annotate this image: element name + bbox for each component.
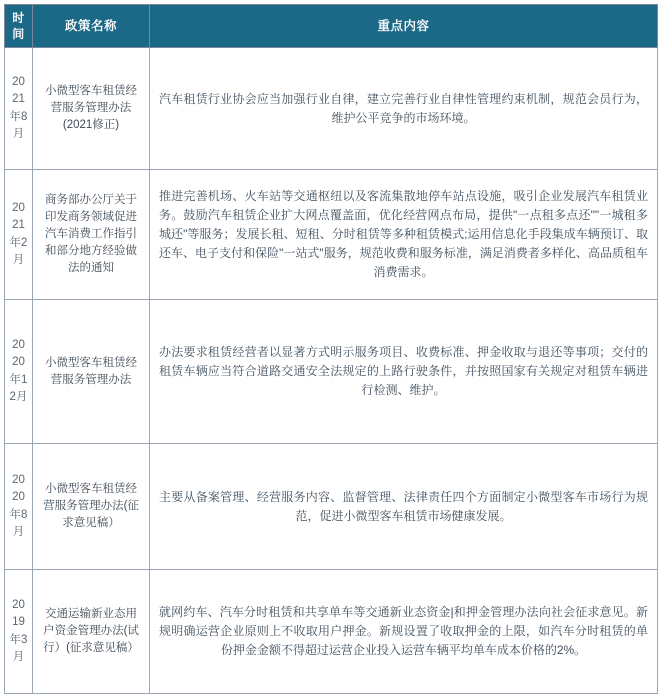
column-header-time: 时间 [5, 5, 33, 48]
cell-policy-name: 小微型客车租赁经营服务管理办法(2021修正) [33, 48, 150, 170]
cell-policy-name: 小微型客车租赁经营服务管理办法 [33, 300, 150, 444]
column-header-key-content: 重点内容 [150, 5, 658, 48]
policy-table [4, 4, 658, 694]
table-header [5, 5, 658, 48]
table-body [5, 48, 658, 694]
table-row [5, 48, 658, 170]
cell-key-content: 办法要求租赁经营者以显著方式明示服务项目、收费标准、押金收取与退还等事项；交付的租赁车辆应当符合道路交通安全法规定的上路行驶条件，并按照国家有关规定对租赁车辆进行检测、维护。 [150, 300, 658, 444]
table-row [5, 444, 658, 570]
table-header-row [5, 5, 658, 48]
table-row [5, 300, 658, 444]
cell-key-content: 就网约车、汽车分时租赁和共享单车等交通新业态资金|和押金管理办法向社会征求意见。新规明确运营企业原则上不收取用户押金。新规设置了收取押金的上限，如汽车分时租赁的单份押金金额不得超过运营企业投入运营车辆平均单车成本价格的2%。 [150, 570, 658, 694]
cell-time: 2019年3月 [5, 570, 33, 694]
cell-policy-name: 交通运输新业态用户资金管理办法(试行）(征求意见稿） [33, 570, 150, 694]
cell-key-content: 推进完善机场、火车站等交通枢纽以及客流集散地停车站点设施，吸引企业发展汽车租赁业务。鼓励汽车租赁企业扩大网点覆盖面，优化经营网点布局，提供"一点租多点还""一城租多城还"等服务；发展长租、短租、分时租赁等多种租赁模式;运用信息化手段集成车辆预订、取还车、电子支付和保险"一站式"服务，规范收费和服务标准，满足消费者多样化、高品质租车消费需求。 [150, 170, 658, 300]
table-row [5, 170, 658, 300]
cell-time: 2020年12月 [5, 300, 33, 444]
table-row [5, 570, 658, 694]
cell-key-content: 汽车租赁行业协会应当加强行业自律，建立完善行业自律性管理约束机制，规范会员行为，维护公平竞争的市场环境。 [150, 48, 658, 170]
cell-policy-name: 商务部办公厅关于印发商务领域促进汽车消费工作指引和部分地方经验做法的通知 [33, 170, 150, 300]
cell-time: 2021年8月 [5, 48, 33, 170]
cell-key-content: 主要从备案管理、经营服务内容、监督管理、法律责任四个方面制定小微型客车市场行为规范，促进小微型客车租赁市场健康发展。 [150, 444, 658, 570]
cell-policy-name: 小微型客车租赁经营服务管理办法(征求意见稿） [33, 444, 150, 570]
cell-time: 2021年2月 [5, 170, 33, 300]
cell-time: 2020年8月 [5, 444, 33, 570]
column-header-policy-name: 政策名称 [33, 5, 150, 48]
